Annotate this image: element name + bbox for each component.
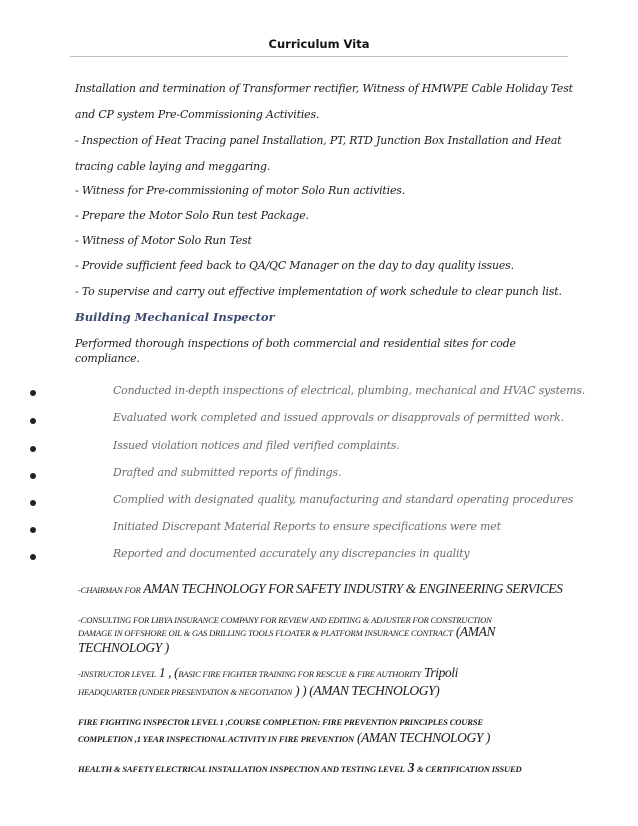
bullet-item: Initiated Discrepant Material Reports to ensure specifications were met — [113, 520, 501, 533]
intro-line: tracing cable laying and meggaring. — [75, 160, 271, 173]
credential-prefix: -CHAIRMAN FOR — [78, 585, 141, 595]
credential-level: 1 , ( — [158, 665, 179, 680]
bullet-dot — [30, 527, 36, 533]
bullet-item: Reported and documented accurately any discrepancies in quality — [113, 547, 470, 560]
bullet-dot — [30, 500, 36, 506]
section-heading: Building Mechanical Inspector — [75, 310, 275, 324]
intro-line: - Inspection of Heat Tracing panel Installation, PT, RTD Junction Box Installation and Heat — [75, 134, 562, 147]
bullet-dot — [30, 418, 36, 424]
credential-org: AMAN TECHNOLOGY FOR SAFETY INDUSTRY & ENGINEERING SERVICES — [143, 581, 563, 596]
credential-text: FIRE FIGHTING INSPECTOR LEVEL 1 ,COURSE COMPLETION: FIRE PREVENTION PRINCIPLES COURSE — [78, 717, 483, 727]
credential-text: -CONSULTING FOR LIBYA INSURANCE COMPANY FOR REVIEW AND EDITING & ADJUSTER FOR CONSTRUCTION — [78, 615, 492, 625]
credential-level: 3 — [407, 760, 415, 775]
bullet-dot — [30, 390, 36, 396]
bullet-item: Evaluated work completed and issued approvals or disapprovals of permitted work. — [113, 411, 564, 424]
header-divider — [70, 56, 568, 57]
bullet-dot — [30, 446, 36, 452]
credential-fire-fighting-line — [78, 713, 483, 729]
credential-text: DAMAGE IN OFFSHORE OIL & GAS DRILLING TOOLS FLOATER & PLATFORM INSURANCE CONTRACT — [78, 628, 453, 638]
credential-text: BASIC FIRE FIGHTER TRAINING FOR RESCUE & FIRE AUTHORITY — [178, 669, 422, 679]
credential-text: & CERTIFICATION ISSUED — [417, 764, 522, 774]
credential-org: (AMAN TECHNOLOGY) — [309, 683, 440, 698]
credential-consulting-line — [78, 624, 495, 640]
credential-text: HEADQUARTER (UNDER PRESENTATION & NEGOTIATION — [78, 687, 293, 697]
credential-text: -INSTRUCTOR LEVEL — [78, 669, 156, 679]
credential-org: (AMAN — [455, 624, 496, 639]
credential-org: (AMAN TECHNOLOGY ) — [356, 730, 491, 745]
intro-line: - Prepare the Motor Solo Run test Package. — [75, 209, 309, 222]
intro-line: and CP system Pre-Commissioning Activities. — [75, 108, 320, 121]
bullet-item: Conducted in-depth inspections of electrical, plumbing, mechanical and HVAC systems. — [113, 384, 586, 397]
credential-text: HEALTH & SAFETY ELECTRICAL INSTALLATION INSPECTION AND TESTING LEVEL — [78, 764, 405, 774]
credential-instructor-line — [78, 683, 439, 699]
bullet-dot — [30, 473, 36, 479]
bullet-item: Drafted and submitted reports of findings. — [113, 466, 342, 479]
credential-consulting-line — [78, 640, 169, 656]
bullet-dot — [30, 554, 36, 560]
section-summary-line: Performed thorough inspections of both commercial and residential sites for code — [75, 337, 516, 350]
credential-fire-fighting-line — [78, 730, 490, 746]
intro-line: - Provide sufficient feed back to QA/QC Manager on the day to day quality issues. — [75, 259, 514, 272]
credential-instructor-line — [78, 665, 458, 681]
page-header-title: Curriculum Vita — [268, 37, 370, 51]
intro-line: - Witness of Motor Solo Run Test — [75, 234, 252, 247]
credential-health-safety-line — [78, 760, 522, 776]
section-summary-line: compliance. — [75, 352, 140, 365]
credential-text: ) ) — [295, 683, 307, 698]
intro-line: - Witness for Pre-commissioning of motor Solo Run activities. — [75, 184, 406, 197]
bullet-item: Complied with designated quality, manufacturing and standard operating procedures — [113, 493, 574, 506]
credential-city: Tripoli — [424, 665, 458, 680]
bullet-item: Issued violation notices and filed verified complaints. — [113, 439, 400, 452]
intro-line: Installation and termination of Transformer rectifier, Witness of HMWPE Cable Holiday Test — [75, 82, 573, 95]
credential-chairman — [78, 581, 563, 597]
credential-org: TECHNOLOGY ) — [78, 640, 169, 655]
credential-text: COMPLETION ,1 YEAR INSPECTIONAL ACTIVITY IN FIRE PREVENTION — [78, 734, 354, 744]
intro-line: - To supervise and carry out effective implementation of work schedule to clear punch list. — [75, 285, 562, 298]
